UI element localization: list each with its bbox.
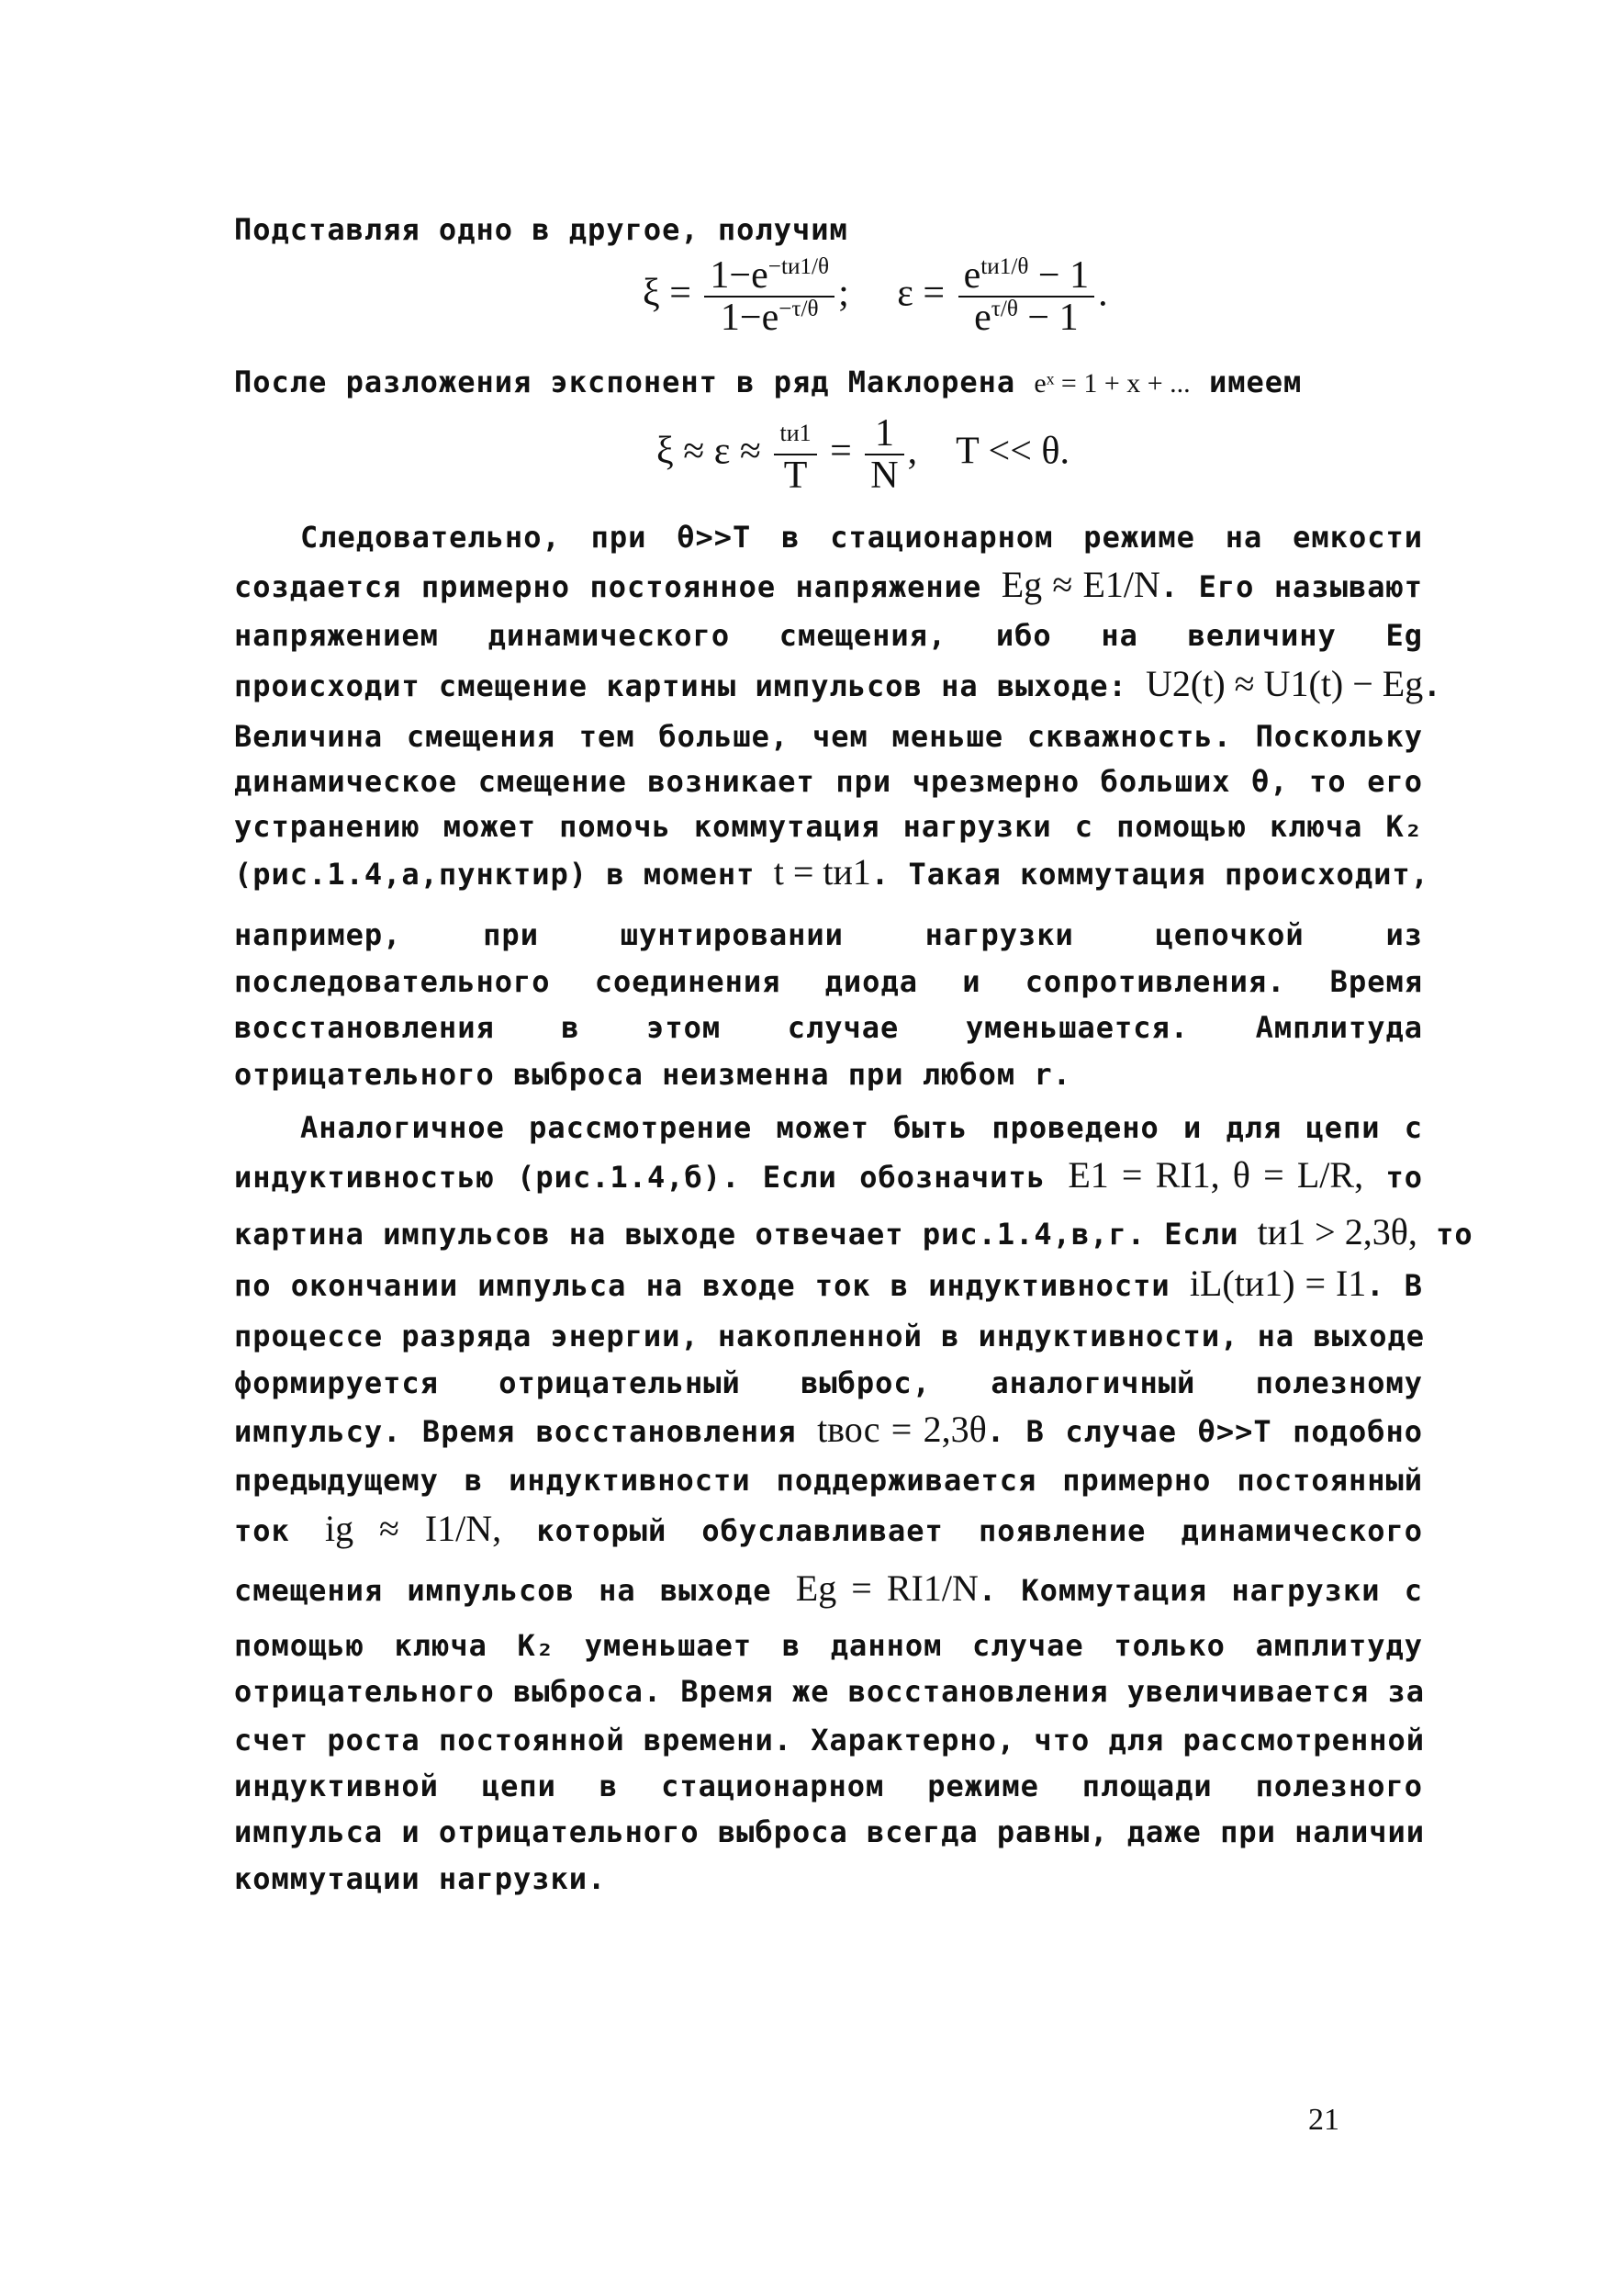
p1-line-5: Величина смещения тем больше, чем меньше скважность. Поскольку [234, 719, 1423, 754]
p2-line-15: импульса и отрицательного выброса всегда равны, даже при наличии [234, 1814, 1425, 1849]
p1-line-6: динамическое смещение возникает при чрезмерно больших θ, то его [234, 764, 1423, 799]
formula-xi-fraction: $\frac{1-e^{-tи1/\theta}}{1-e^{-\tau/\theta}}$ [704, 255, 834, 338]
p2-line-10: смещения импульсов на выходе Eg = RI1/N. Коммутация нагрузки с [234, 1567, 1424, 1609]
p1-line-1: Следовательно, при θ>>T в стационарном режиме на емкости [300, 520, 1423, 555]
p1-line-8: (рис.1.4,а,пунктир) в момент t = tи1. Такая коммутация происходит, [234, 851, 1429, 893]
p1-line-3: напряжением динамического смещения, ибо на величину Eg [234, 618, 1423, 653]
p1-line-4: происходит смещение картины импульсов на выходе: U2(t) ≈ U1(t) − Eg. [234, 663, 1442, 704]
p1-line-10: последовательного соединения диода и сопротивления. Время [234, 964, 1423, 999]
p2-line-2: индуктивностью (рис.1.4,б). Если обозначить E1 = RI1, θ = L/R, то [234, 1154, 1424, 1196]
p2-line-6: формируется отрицательный выброс, аналогичный полезному [234, 1365, 1423, 1400]
p2-line-5: процессе разряда энергии, накопленной в индуктивности, на выходе [234, 1319, 1425, 1353]
p2-line-4: по окончании импульса на входе ток в индуктивности iL(tи1) = I1. В [234, 1263, 1424, 1304]
formula-xi-eps: ξ = $\frac{1-e^{-tи1/\theta}}{1-e^{-\tau/\theta}}$ ; ε = $\frac{e^{tи1/\theta} - 1}{e^{\tau/\theta} - 1}$ . [643, 254, 1108, 339]
intro-line-2: После разложения экспонент в ряд Маклорена eˣ = 1 + x + ... имеем [234, 365, 1303, 399]
p1-line-9: например, при шунтировании нагрузки цепочкой из [234, 917, 1423, 952]
formula-xi-lhs: ξ = [643, 272, 691, 315]
page-number: 21 [1308, 2103, 1339, 2137]
p2-line-16: коммутации нагрузки. [234, 1861, 607, 1896]
p2-line-7: импульсу. Время восстановления tвос = 2,3θ. В случае θ>>T подобно [234, 1409, 1424, 1450]
formula-eps-fraction: $\frac{e^{tи1/\theta} - 1}{e^{\tau/\theta} - 1}$ [958, 255, 1094, 338]
maclaurin-series: eˣ = 1 + x + ... [1034, 368, 1191, 399]
p2-line-9: ток ig ≈ I1/N, который обуславливает появление динамического [234, 1508, 1424, 1549]
p2-line-8: предыдущему в индуктивности поддерживается примерно постоянный [234, 1463, 1423, 1498]
p1-line-7: устранению может помочь коммутация нагрузки с помощью ключа K₂ [234, 809, 1423, 844]
p2-line-3: картина импульсов на выходе отвечает рис.1.4,в,г. Если tи1 > 2,3θ, то [234, 1211, 1473, 1252]
p2-line-12: отрицательного выброса. Время же восстановления увеличивается за [234, 1674, 1425, 1709]
formula-eps-lhs: ε = [897, 272, 946, 315]
p2-line-1: Аналогичное рассмотрение может быть проведено и для цепи с [300, 1110, 1423, 1145]
intro-line-1: Подставляя одно в другое, получим [234, 212, 848, 247]
p1-line-12: отрицательного выброса неизменна при любом r. [234, 1057, 1071, 1092]
p2-line-13: счет роста постоянной времени. Характерно, что для рассмотренной [234, 1723, 1425, 1758]
formula-approx: ξ ≈ ε ≈ $\frac{tи1}{T}$ = $\frac{1}{N}$ , T << θ. [656, 412, 1070, 497]
p2-line-11: помощью ключа K₂ уменьшает в данном случае только амплитуду [234, 1628, 1423, 1663]
p2-line-14: индуктивной цепи в стационарном режиме площади полезного [234, 1769, 1423, 1803]
p1-line-11: восстановления в этом случае уменьшается. Амплитуда [234, 1010, 1423, 1045]
p1-line-2: создается примерно постоянное напряжение Eg ≈ E1/N. Его называют [234, 564, 1424, 605]
